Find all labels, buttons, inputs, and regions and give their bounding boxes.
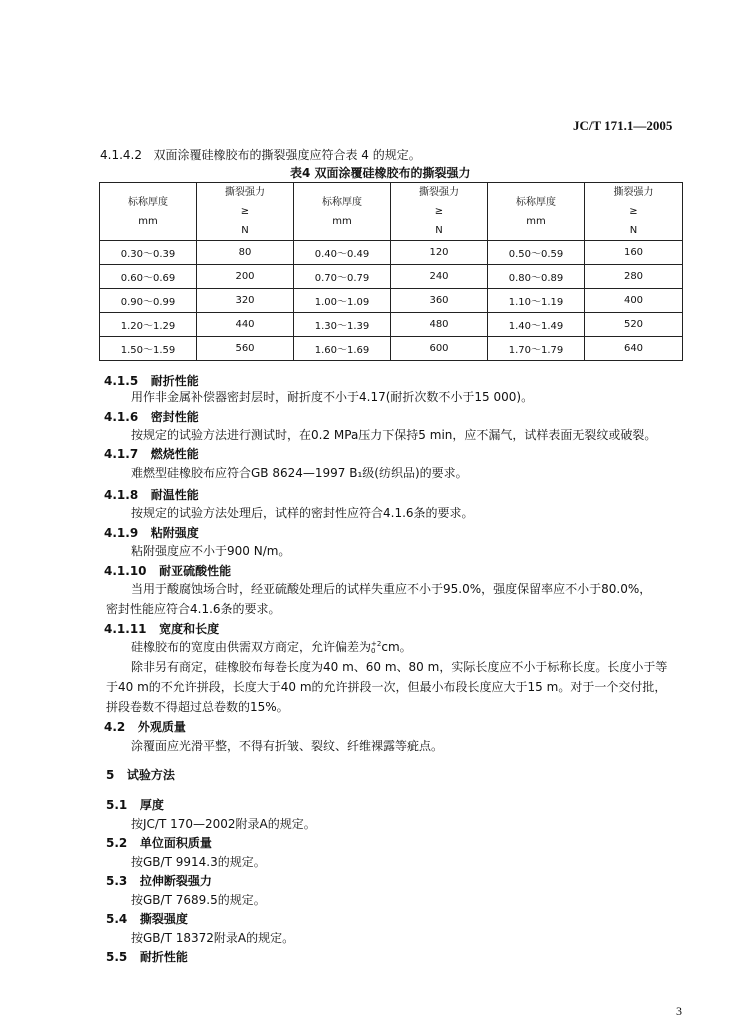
table-row [100,313,683,337]
table-cell: 200 [197,265,294,289]
heading-5-5 [106,948,188,965]
paragraph: 用作非金属补偿器密封层时，耐折度不小于4.17(耐折次数不小于15 000)。 [131,390,534,404]
table-cell: 0.30～0.39 [100,241,197,265]
table-cell: 0.90～0.99 [100,289,197,313]
section-title: 密封性能 [150,410,199,424]
section-title: 耐折性能 [139,950,188,964]
table-cell: 0.50～0.59 [488,241,585,265]
table-cell: 1.70～1.79 [488,337,585,361]
paragraph: 按规定的试验方法处理后，试样的密封性应符合4.1.6条的要求。 [131,506,474,520]
tear-strength-table [99,182,683,361]
header-cell-strength: 撕裂强力 ≥ N [197,183,294,241]
page-number: 3 [676,1004,682,1018]
heading-4-1-5 [104,372,199,389]
section-title: 撕裂强度 [139,912,188,926]
table-cell: 360 [391,289,488,313]
section-number: 5.5 [106,950,128,964]
heading-5-4 [106,910,188,927]
table-cell: 1.20～1.29 [100,313,197,337]
header-cell-thickness: 标称厚度 mm [294,183,391,241]
header-cell-thickness: 标称厚度 mm [488,183,585,241]
table-cell: 320 [197,289,294,313]
clause-4-1-4-2 [100,146,421,163]
heading-4-1-11 [104,620,219,637]
paragraph: 按GB/T 9914.3的规定。 [131,855,266,869]
table-cell: 600 [391,337,488,361]
section-number: 4.1.9 [104,526,139,540]
heading-4-1-8 [104,486,199,503]
section-number: 4.1.7 [104,447,139,461]
table-cell: 1.30～1.39 [294,313,391,337]
heading-4-1-7 [104,445,199,462]
header-cell-thickness: 标称厚度 mm [100,183,197,241]
heading-4-1-10 [104,562,231,579]
paragraph: 按GB/T 7689.5的规定。 [131,893,266,907]
section-title: 粘附强度 [150,526,199,540]
table-cell: 1.40～1.49 [488,313,585,337]
paragraph: 按规定的试验方法进行测试时，在0.2 MPa压力下保持5 min，应不漏气，试样表面无裂纹或破裂。 [131,428,657,442]
table-row [100,265,683,289]
clause-number: 4.1.4.2 [100,148,142,162]
table-row [100,289,683,313]
table-cell: 1.50～1.59 [100,337,197,361]
paragraph: 当用于酸腐蚀场合时，经亚硫酸处理后的试样失重应不小于95.0%，强度保留率应不小于80.0%， [131,582,652,596]
table-caption: 表4 双面涂覆硅橡胶布的撕裂强力 [290,166,471,180]
table-cell: 0.70～0.79 [294,265,391,289]
heading-5 [106,766,175,783]
paragraph: 按JC/T 170—2002附录A的规定。 [131,817,316,831]
table-header-row [100,183,683,241]
table-row [100,241,683,265]
paragraph: 拼段卷数不得超过总卷数的15%。 [106,700,289,714]
heading-4-1-9 [104,524,199,541]
tolerance: +2 0 [371,639,382,655]
header-cell-strength: 撕裂强力 ≥ N [585,183,683,241]
heading-5-1 [106,796,164,813]
table-cell: 0.60～0.69 [100,265,197,289]
section-number: 5.3 [106,874,128,888]
table-cell: 1.00～1.09 [294,289,391,313]
section-number: 4.1.10 [104,564,147,578]
section-title: 燃烧性能 [150,447,199,461]
section-title: 耐温性能 [150,488,199,502]
table-cell: 0.80～0.89 [488,265,585,289]
paragraph: 硅橡胶布的宽度由供需双方商定，允许偏差为+2 0 cm。 [131,639,412,655]
section-title: 宽度和长度 [159,622,220,636]
paragraph: 除非另有商定，硅橡胶布每卷长度为40 m、60 m、80 m，实际长度应不小于标称长度。长度小于等 [131,660,668,674]
table-cell: 80 [197,241,294,265]
section-title: 厚度 [139,798,164,812]
table-cell: 0.40～0.49 [294,241,391,265]
paragraph: 于40 m的不允许拼段，长度大于40 m的允许拼段一次，但最小布段长度应大于15 m。对于一个交付批， [106,680,667,694]
table-cell: 160 [585,241,683,265]
table-cell: 480 [391,313,488,337]
section-number: 4.1.5 [104,374,139,388]
section-number: 5.4 [106,912,128,926]
table-cell: 280 [585,265,683,289]
section-number: 5.2 [106,836,128,850]
table-cell: 640 [585,337,683,361]
section-number: 4.1.6 [104,410,139,424]
heading-5-3 [106,872,212,889]
paragraph: 密封性能应符合4.1.6条的要求。 [106,602,281,616]
section-number: 5.1 [106,798,128,812]
section-title: 单位面积质量 [139,836,212,850]
table-row [100,337,683,361]
table-cell: 240 [391,265,488,289]
header-cell-strength: 撕裂强力 ≥ N [391,183,488,241]
table-cell: 560 [197,337,294,361]
section-number: 4.1.8 [104,488,139,502]
table-cell: 1.60～1.69 [294,337,391,361]
table-cell: 1.10～1.19 [488,289,585,313]
paragraph: 涂覆面应光滑平整，不得有折皱、裂纹、纤维裸露等疵点。 [131,739,444,753]
section-title: 耐亚硫酸性能 [159,564,232,578]
heading-5-2 [106,834,212,851]
standard-number: JC/T 171.1—2005 [573,118,673,133]
section-number: 5 [106,768,115,782]
table-cell: 120 [391,241,488,265]
paragraph: 按GB/T 18372附录A的规定。 [131,931,295,945]
section-number: 4.1.11 [104,622,147,636]
clause-text: 双面涂覆硅橡胶布的撕裂强度应符合表 4 的规定。 [153,148,421,162]
section-title: 外观质量 [137,720,186,734]
section-title: 耐折性能 [150,374,199,388]
section-title: 试验方法 [126,768,175,782]
table-cell: 520 [585,313,683,337]
paragraph: 粘附强度应不小于900 N/m。 [131,544,291,558]
heading-4-2 [104,718,186,735]
paragraph: 难燃型硅橡胶布应符合GB 8624—1997 B₁级(纺织品)的要求。 [131,466,468,480]
table-cell: 400 [585,289,683,313]
heading-4-1-6 [104,408,199,425]
section-title: 拉伸断裂强力 [139,874,212,888]
section-number: 4.2 [104,720,126,734]
table-cell: 440 [197,313,294,337]
